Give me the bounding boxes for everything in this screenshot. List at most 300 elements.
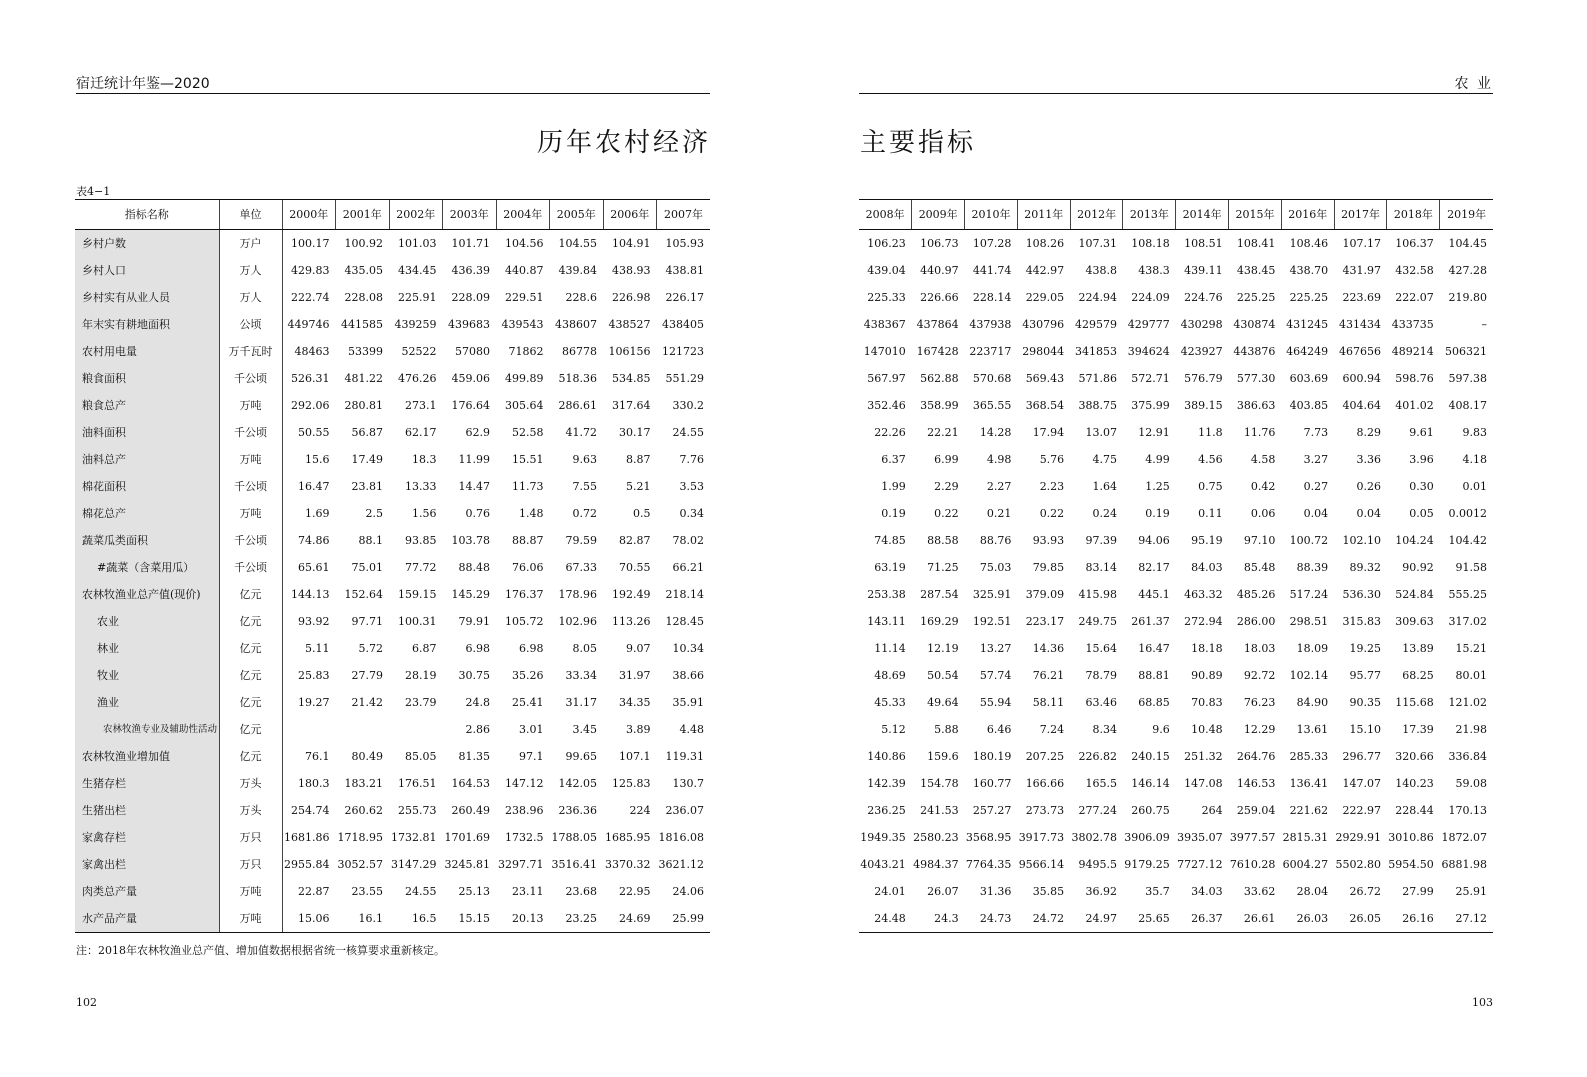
value-cell: 280.81: [344, 399, 383, 412]
value-cell: 24.55: [672, 426, 704, 439]
value-cell: 21.98: [1455, 723, 1487, 736]
value-cell: 20.13: [496, 905, 550, 933]
value-cell: 298044: [1022, 345, 1065, 358]
value-cell: 11.99: [458, 453, 490, 466]
value-cell: 0.05: [1409, 507, 1434, 520]
table-row: [75, 311, 710, 338]
value-cell: 6.99: [934, 453, 959, 466]
value-cell: 59.08: [1455, 777, 1487, 790]
value-cell: 438.93: [612, 264, 651, 277]
value-cell: 23.68: [565, 885, 597, 898]
value-cell: 0.42: [1250, 480, 1276, 493]
table-header-row-right: [859, 200, 1493, 230]
value-cell: 251.32: [1184, 750, 1223, 763]
value-cell: 180.3: [298, 777, 330, 790]
value-cell: 261.37: [1131, 615, 1170, 628]
table-row: [859, 473, 1493, 500]
value-cell: 88.76: [979, 534, 1012, 547]
value-cell: 105.93: [665, 237, 704, 250]
table-row: [75, 824, 710, 851]
value-cell: 485.26: [1236, 588, 1276, 601]
value-cell: 7727.12: [1177, 858, 1223, 871]
value-cell: 121.02: [1448, 696, 1487, 709]
value-cell: 88.39: [1296, 561, 1329, 574]
value-cell: 58.11: [1032, 696, 1065, 709]
table-row: [75, 878, 710, 905]
value-cell: 97.39: [1085, 534, 1117, 547]
value-cell: 102.10: [1342, 534, 1381, 547]
value-cell: 273.73: [1025, 804, 1065, 817]
value-cell: 1816.08: [658, 831, 704, 844]
value-cell: 430796: [1022, 318, 1065, 331]
value-cell: 1949.35: [860, 831, 906, 844]
value-cell: 6.98: [465, 642, 490, 655]
value-cell: 24.3: [912, 905, 965, 933]
value-cell: 4.18: [1462, 453, 1487, 466]
value-cell: 107.17: [1342, 237, 1381, 250]
value-cell: 146.14: [1131, 777, 1170, 790]
indicator-unit: 千公顷: [219, 473, 282, 500]
value-cell: 170.13: [1448, 804, 1487, 817]
value-cell: 26.72: [1349, 885, 1381, 898]
value-cell: 16.5: [389, 905, 443, 933]
value-cell: 285.33: [1289, 750, 1329, 763]
value-cell: 17.49: [351, 453, 383, 466]
value-cell: 35.91: [672, 696, 704, 709]
value-cell: 11.8: [1198, 426, 1223, 439]
value-cell: 517.24: [1289, 588, 1329, 601]
indicator-unit: 千公顷: [219, 554, 282, 581]
year-header: 2019年: [1440, 200, 1493, 230]
value-cell: 147.08: [1184, 777, 1223, 790]
value-cell: 298.51: [1289, 615, 1329, 628]
value-cell: 6004.27: [1282, 858, 1329, 871]
value-cell: 5.76: [1039, 453, 1065, 466]
page-title-left: 历年农村经济: [536, 128, 711, 158]
year-header: 2007年: [657, 200, 711, 230]
table-row: [859, 716, 1493, 743]
value-cell: 236.07: [665, 804, 704, 817]
value-cell: 15.51: [512, 453, 544, 466]
table-label: 表4−1: [76, 185, 111, 198]
value-cell: 90.89: [1191, 669, 1223, 682]
value-cell: 26.05: [1334, 905, 1387, 933]
value-cell: 423927: [1180, 345, 1223, 358]
value-cell: 34.03: [1191, 885, 1223, 898]
value-cell: 101.03: [398, 237, 437, 250]
value-cell: 115.68: [1395, 696, 1434, 709]
right-page: [790, 0, 1587, 1077]
value-cell: 6.37: [881, 453, 906, 466]
value-cell: 16.47: [1138, 642, 1170, 655]
value-cell: 9.6: [1152, 723, 1170, 736]
value-cell: 140.23: [1395, 777, 1434, 790]
value-cell: 223717: [969, 345, 1012, 358]
value-cell: 3297.71: [498, 858, 544, 871]
value-cell: 439683: [448, 318, 490, 331]
value-cell: 430874: [1233, 318, 1276, 331]
value-cell: 440.97: [920, 264, 959, 277]
value-cell: 27.99: [1402, 885, 1434, 898]
value-cell: 24.69: [603, 905, 657, 933]
value-cell: 438367: [863, 318, 906, 331]
value-cell: 9.07: [626, 642, 651, 655]
value-cell: 22.21: [927, 426, 959, 439]
value-cell: 53399: [348, 345, 383, 358]
value-cell: 56.87: [351, 426, 383, 439]
value-cell: 1.56: [412, 507, 437, 520]
value-cell: 506321: [1445, 345, 1487, 358]
value-cell: 431245: [1286, 318, 1329, 331]
value-cell: 0.06: [1250, 507, 1276, 520]
value-cell: 445.1: [1138, 588, 1170, 601]
value-cell: 1.69: [305, 507, 330, 520]
value-cell: 108.46: [1289, 237, 1329, 250]
value-cell: 228.14: [972, 291, 1012, 304]
value-cell: 463.32: [1184, 588, 1223, 601]
table-row: [859, 365, 1493, 392]
value-cell: 18.18: [1191, 642, 1223, 655]
value-cell: 434.45: [398, 264, 437, 277]
value-cell: 226.17: [665, 291, 704, 304]
value-cell: 9.61: [1409, 426, 1434, 439]
value-cell: 2.27: [986, 480, 1012, 493]
value-cell: 9.63: [572, 453, 597, 466]
value-cell: 154.78: [920, 777, 959, 790]
value-cell: 438405: [662, 318, 704, 331]
value-cell: 13.61: [1296, 723, 1329, 736]
value-cell: 600.94: [1342, 372, 1381, 385]
table-row: [75, 527, 710, 554]
value-cell: 167428: [916, 345, 959, 358]
value-cell: 429579: [1074, 318, 1117, 331]
value-cell: 481.22: [344, 372, 383, 385]
table-row: [75, 608, 710, 635]
value-cell: 309.63: [1395, 615, 1434, 628]
value-cell: 71862: [508, 345, 544, 358]
table-row: [859, 689, 1493, 716]
value-cell: 3.96: [1409, 453, 1434, 466]
table-row: [75, 743, 710, 770]
value-cell: 427.28: [1448, 264, 1487, 277]
page-number-left: 102: [76, 996, 97, 1009]
value-cell: 3.89: [626, 723, 651, 736]
table-row: [859, 284, 1493, 311]
value-cell: 551.29: [665, 372, 704, 385]
value-cell: 104.56: [505, 237, 544, 250]
table-row: [75, 500, 710, 527]
value-cell: 27.79: [351, 669, 383, 682]
table-row: [859, 527, 1493, 554]
indicator-name: 农林牧渔业增加值: [75, 743, 219, 770]
value-cell: 253.38: [867, 588, 906, 601]
indicator-unit: 千公顷: [219, 365, 282, 392]
value-cell: 218.14: [665, 588, 704, 601]
data-table-right: [859, 199, 1493, 933]
value-cell: 142.39: [867, 777, 906, 790]
value-cell: 147.07: [1342, 777, 1381, 790]
value-cell: 0.22: [1039, 507, 1065, 520]
value-cell: 68.25: [1402, 669, 1434, 682]
value-cell: 440.87: [505, 264, 544, 277]
value-cell: 13.89: [1402, 642, 1434, 655]
value-cell: 70.83: [1191, 696, 1223, 709]
indicator-unit: 万吨: [219, 500, 282, 527]
indicator-name: 乡村户数: [75, 230, 219, 258]
value-cell: 225.91: [398, 291, 437, 304]
table-row: [859, 743, 1493, 770]
value-cell: 26.61: [1229, 905, 1282, 933]
value-cell: 0.22: [934, 507, 959, 520]
year-header: 2002年: [389, 200, 443, 230]
value-cell: 249.75: [1078, 615, 1117, 628]
table-row: [75, 770, 710, 797]
value-cell: 228.44: [1395, 804, 1434, 817]
value-cell: 3802.78: [1071, 831, 1117, 844]
value-cell: 408.17: [1448, 399, 1487, 412]
value-cell: 10.48: [1191, 723, 1223, 736]
value-cell: 106.37: [1395, 237, 1434, 250]
year-header: 2003年: [443, 200, 497, 230]
table-row: [859, 311, 1493, 338]
value-cell: 236.25: [867, 804, 906, 817]
value-cell: 2815.31: [1282, 831, 1329, 844]
value-cell: 8.05: [572, 642, 597, 655]
value-cell: 80.49: [351, 750, 383, 763]
value-cell: 3621.12: [658, 858, 704, 871]
value-cell: 28.04: [1296, 885, 1329, 898]
value-cell: 24.55: [405, 885, 437, 898]
value-cell: 225.33: [867, 291, 906, 304]
value-cell: 88.1: [358, 534, 383, 547]
value-cell: 296.77: [1342, 750, 1381, 763]
table-row: [859, 905, 1493, 933]
value-cell: 597.38: [1448, 372, 1487, 385]
table-row: [859, 446, 1493, 473]
value-cell: 16.47: [298, 480, 330, 493]
value-cell: 140.86: [867, 750, 906, 763]
value-cell: 108.41: [1236, 237, 1276, 250]
value-cell: 1788.05: [551, 831, 597, 844]
indicator-unit: 万吨: [219, 905, 282, 933]
value-cell: 25.65: [1123, 905, 1176, 933]
table-row: [75, 284, 710, 311]
value-cell: 106.73: [920, 237, 959, 250]
value-cell: 101.71: [451, 237, 490, 250]
value-cell: 176.51: [398, 777, 437, 790]
value-cell: 3052.57: [337, 858, 383, 871]
value-cell: 254.74: [291, 804, 330, 817]
value-cell: 128.45: [665, 615, 704, 628]
table-row: [75, 581, 710, 608]
value-cell: 260.62: [344, 804, 383, 817]
value-cell: 130.7: [672, 777, 704, 790]
value-cell: 5.12: [881, 723, 906, 736]
indicator-unit: 亿元: [219, 608, 282, 635]
table-row: [859, 581, 1493, 608]
value-cell: 82.87: [619, 534, 651, 547]
value-cell: 7.24: [1039, 723, 1065, 736]
value-cell: 113.26: [612, 615, 651, 628]
value-cell: 67.33: [565, 561, 597, 574]
value-cell: 7.55: [572, 480, 597, 493]
value-cell: 3917.73: [1018, 831, 1065, 844]
value-cell: 572.71: [1131, 372, 1170, 385]
indicator-name: 家禽存栏: [75, 824, 219, 851]
value-cell: 25.99: [657, 905, 711, 933]
value-cell: 100.31: [398, 615, 437, 628]
value-cell: 17.39: [1402, 723, 1434, 736]
value-cell: 24.73: [965, 905, 1018, 933]
value-cell: 26.03: [1281, 905, 1334, 933]
value-cell: 33.34: [565, 669, 597, 682]
value-cell: 97.1: [519, 750, 544, 763]
value-cell: 2.5: [365, 507, 383, 520]
indicator-name: 农林牧渔专业及辅助性活动: [75, 716, 219, 743]
value-cell: 33.62: [1243, 885, 1276, 898]
value-cell: 27.12: [1440, 905, 1493, 933]
value-cell: 85.05: [405, 750, 437, 763]
value-cell: 2.23: [1039, 480, 1065, 493]
value-cell: 8.87: [626, 453, 651, 466]
value-cell: 18.03: [1243, 642, 1276, 655]
header-rule-left: [76, 93, 710, 94]
value-cell: 88.87: [512, 534, 544, 547]
value-cell: 2580.23: [913, 831, 959, 844]
indicator-name: 年末实有耕地面积: [75, 311, 219, 338]
indicator-name: 棉花面积: [75, 473, 219, 500]
value-cell: 224: [629, 804, 651, 817]
value-cell: 108.26: [1025, 237, 1065, 250]
table-row: [75, 635, 710, 662]
value-cell: 105.72: [505, 615, 544, 628]
value-cell: [336, 716, 390, 743]
value-cell: 108.51: [1184, 237, 1223, 250]
value-cell: 569.43: [1025, 372, 1065, 385]
table-row: [859, 662, 1493, 689]
value-cell: 48463: [294, 345, 330, 358]
value-cell: 136.41: [1289, 777, 1329, 790]
value-cell: 30.17: [619, 426, 651, 439]
value-cell: 6881.98: [1441, 858, 1487, 871]
table-row: [75, 338, 710, 365]
value-cell: 23.79: [405, 696, 437, 709]
value-cell: 11.14: [874, 642, 906, 655]
table-row: [75, 797, 710, 824]
value-cell: 74.85: [874, 534, 906, 547]
value-cell: 152.64: [344, 588, 383, 601]
value-cell: 88.58: [927, 534, 959, 547]
indicator-unit: 亿元: [219, 662, 282, 689]
value-cell: 0.04: [1356, 507, 1381, 520]
value-cell: 9566.14: [1018, 858, 1065, 871]
value-cell: 19.27: [298, 696, 330, 709]
value-cell: 3935.07: [1177, 831, 1223, 844]
table-row: [75, 716, 710, 743]
value-cell: 5502.80: [1335, 858, 1381, 871]
value-cell: 107.1: [619, 750, 651, 763]
value-cell: 1872.07: [1441, 831, 1487, 844]
value-cell: 403.85: [1289, 399, 1329, 412]
value-cell: 57080: [455, 345, 490, 358]
value-cell: 79.85: [1032, 561, 1065, 574]
value-cell: 6.87: [412, 642, 437, 655]
indicator-name: 渔业: [75, 689, 219, 716]
value-cell: 224.94: [1078, 291, 1117, 304]
value-cell: 9.83: [1462, 426, 1487, 439]
value-cell: 223.69: [1342, 291, 1381, 304]
table-row: [859, 392, 1493, 419]
year-header: 2017年: [1334, 200, 1387, 230]
value-cell: 7610.28: [1229, 858, 1276, 871]
value-cell: 0.76: [465, 507, 490, 520]
value-cell: 222.07: [1395, 291, 1434, 304]
value-cell: 429.83: [291, 264, 330, 277]
value-cell: 5.11: [305, 642, 330, 655]
value-cell: 222.97: [1342, 804, 1381, 817]
value-cell: 25.83: [298, 669, 330, 682]
page-number-right: 103: [1472, 996, 1493, 1009]
value-cell: 518.36: [558, 372, 597, 385]
value-cell: 0.19: [881, 507, 906, 520]
value-cell: 18.09: [1296, 642, 1329, 655]
value-cell: 292.06: [291, 399, 330, 412]
year-header: 2012年: [1070, 200, 1123, 230]
value-cell: 222.74: [291, 291, 330, 304]
value-cell: 79.91: [458, 615, 490, 628]
year-header: 2014年: [1176, 200, 1229, 230]
value-cell: 31.36: [979, 885, 1012, 898]
value-cell: 104.42: [1448, 534, 1487, 547]
table-row: [75, 419, 710, 446]
value-cell: 7764.35: [965, 858, 1012, 871]
value-cell: 76.06: [512, 561, 544, 574]
value-cell: 93.85: [405, 534, 437, 547]
indicator-name: 生猪出栏: [75, 797, 219, 824]
value-cell: 48.69: [874, 669, 906, 682]
value-cell: 146.53: [1236, 777, 1276, 790]
table-row: [859, 257, 1493, 284]
value-cell: 26.37: [1176, 905, 1229, 933]
value-cell: 13.33: [405, 480, 437, 493]
value-cell: 6.46: [986, 723, 1012, 736]
value-cell: 4.48: [679, 723, 704, 736]
value-cell: 57.74: [979, 669, 1012, 682]
indicator-name: 棉花总产: [75, 500, 219, 527]
value-cell: 81.35: [458, 750, 490, 763]
value-cell: 83.14: [1085, 561, 1117, 574]
table-row: [75, 365, 710, 392]
value-cell: 277.24: [1078, 804, 1117, 817]
value-cell: 15.64: [1085, 642, 1117, 655]
value-cell: 68.85: [1138, 696, 1170, 709]
value-cell: 143.11: [867, 615, 906, 628]
value-cell: 526.31: [291, 372, 330, 385]
table-row: [75, 905, 710, 933]
value-cell: 432.58: [1395, 264, 1434, 277]
value-cell: 3568.95: [965, 831, 1012, 844]
value-cell: 379.09: [1025, 588, 1065, 601]
value-cell: 476.26: [398, 372, 437, 385]
value-cell: 228.09: [451, 291, 490, 304]
value-cell: 77.72: [405, 561, 437, 574]
value-cell: 34.35: [619, 696, 651, 709]
value-cell: 375.99: [1131, 399, 1170, 412]
value-cell: 264.76: [1236, 750, 1276, 763]
value-cell: 467656: [1338, 345, 1381, 358]
table-row: [75, 851, 710, 878]
value-cell: 2929.91: [1335, 831, 1381, 844]
